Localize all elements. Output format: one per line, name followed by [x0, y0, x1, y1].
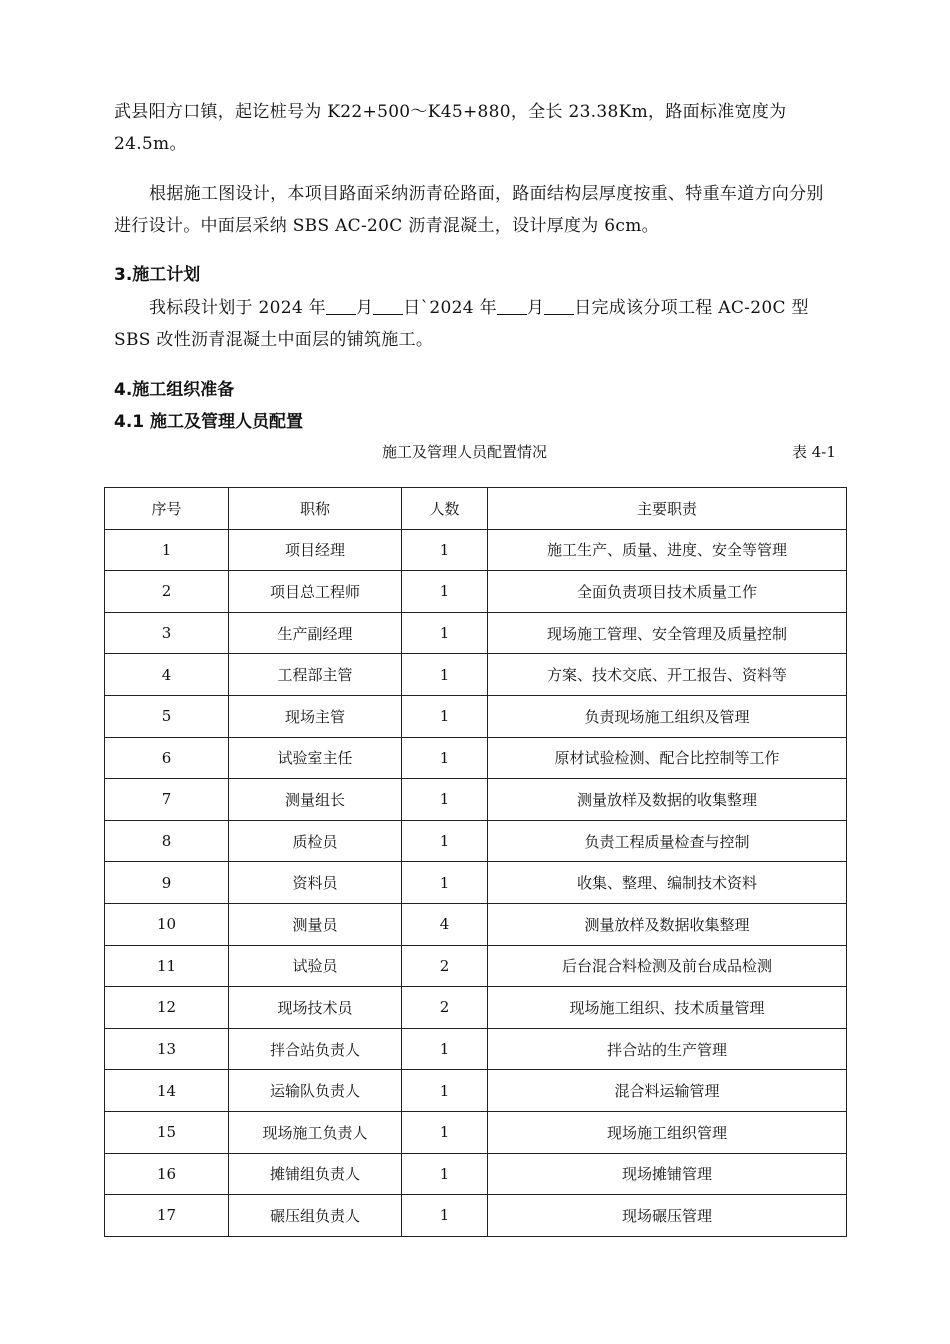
cell-index: 11 — [105, 945, 229, 987]
cell-index: 5 — [105, 695, 229, 737]
table-row — [105, 612, 847, 654]
cell-duty: 混合料运输管理 — [488, 1070, 847, 1112]
plan-text-a: 我标段计划于 2024 年 — [149, 298, 326, 318]
cell-title: 工程部主管 — [229, 654, 402, 696]
blank-day-2 — [544, 297, 574, 315]
cell-count: 1 — [402, 1195, 488, 1237]
cell-title: 项目经理 — [229, 529, 402, 571]
cell-duty: 全面负责项目技术质量工作 — [488, 571, 847, 613]
table-row — [105, 945, 847, 987]
table-row — [105, 1111, 847, 1153]
cell-title: 摊铺组负责人 — [229, 1153, 402, 1195]
table-row — [105, 779, 847, 821]
cell-count: 1 — [402, 695, 488, 737]
cell-index: 7 — [105, 779, 229, 821]
cell-title: 运输队负责人 — [229, 1070, 402, 1112]
cell-duty: 测量放样及数据的收集整理 — [488, 779, 847, 821]
table-row — [105, 1028, 847, 1070]
cell-duty: 后台混合料检测及前台成品检测 — [488, 945, 847, 987]
cell-title: 拌合站负责人 — [229, 1028, 402, 1070]
cell-index: 8 — [105, 820, 229, 862]
cell-title: 测量组长 — [229, 779, 402, 821]
cell-index: 9 — [105, 862, 229, 904]
cell-title: 现场主管 — [229, 695, 402, 737]
cell-index: 2 — [105, 571, 229, 613]
cell-title: 试验室主任 — [229, 737, 402, 779]
cell-count: 1 — [402, 862, 488, 904]
section-heading-3: 3.施工计划 — [114, 265, 201, 285]
cell-count: 1 — [402, 1153, 488, 1195]
cell-count: 1 — [402, 737, 488, 779]
table-row — [105, 654, 847, 696]
cell-count: 1 — [402, 529, 488, 571]
cell-count: 2 — [402, 987, 488, 1029]
cell-index: 6 — [105, 737, 229, 779]
table-row — [105, 820, 847, 862]
section-heading-4: 4.施工组织准备 — [114, 380, 235, 400]
cell-duty: 方案、技术交底、开工报告、资料等 — [488, 654, 847, 696]
header-title: 职称 — [229, 488, 402, 530]
table-caption: 施工及管理人员配置情况 — [382, 443, 548, 461]
cell-index: 14 — [105, 1070, 229, 1112]
plan-text-b: 月 — [355, 298, 374, 318]
cell-duty: 施工生产、质量、进度、安全等管理 — [488, 529, 847, 571]
cell-title: 试验员 — [229, 945, 402, 987]
cell-duty: 收集、整理、编制技术资料 — [488, 862, 847, 904]
cell-duty: 现场施工组织管理 — [488, 1111, 847, 1153]
intro-paragraph: 武县阳方口镇，起讫桩号为 K22+500～K45+880，全长 23.38Km，路面标准宽度为 24.5m。 — [114, 102, 787, 154]
cell-duty: 现场摊铺管理 — [488, 1153, 847, 1195]
cell-title: 现场技术员 — [229, 987, 402, 1029]
cell-count: 1 — [402, 654, 488, 696]
staff-table — [104, 487, 847, 1237]
cell-title: 现场施工负责人 — [229, 1111, 402, 1153]
cell-duty: 原材试验检测、配合比控制等工作 — [488, 737, 847, 779]
table-row — [105, 862, 847, 904]
table-row — [105, 1070, 847, 1112]
table-row — [105, 1153, 847, 1195]
cell-count: 1 — [402, 571, 488, 613]
cell-count: 1 — [402, 820, 488, 862]
cell-index: 3 — [105, 612, 229, 654]
cell-index: 4 — [105, 654, 229, 696]
cell-title: 碾压组负责人 — [229, 1195, 402, 1237]
table-row — [105, 695, 847, 737]
header-duty: 主要职责 — [488, 488, 847, 530]
cell-title: 资料员 — [229, 862, 402, 904]
table-row — [105, 571, 847, 613]
cell-title: 测量员 — [229, 903, 402, 945]
cell-index: 1 — [105, 529, 229, 571]
table-row — [105, 987, 847, 1029]
cell-title: 生产副经理 — [229, 612, 402, 654]
cell-count: 1 — [402, 612, 488, 654]
cell-index: 17 — [105, 1195, 229, 1237]
staff-table-body — [105, 529, 847, 1236]
design-paragraph: 根据施工图设计，本项目路面采纳沥青砼路面，路面结构层厚度按重、特重车道方向分别进行设计。中面层采纳 SBS AC-20C 沥青混凝土，设计厚度为 6cm。 — [114, 184, 824, 236]
table-row — [105, 737, 847, 779]
cell-duty: 负责工程质量检查与控制 — [488, 820, 847, 862]
cell-duty: 测量放样及数据收集整理 — [488, 903, 847, 945]
cell-index: 12 — [105, 987, 229, 1029]
plan-text-e: 日完成该分项工程 AC-20C 型 SBS 改性沥青混凝土中面层的铺筑施工。 — [114, 298, 809, 350]
table-number: 表 4-1 — [792, 443, 836, 461]
cell-title: 质检员 — [229, 820, 402, 862]
header-index: 序号 — [105, 488, 229, 530]
cell-count: 1 — [402, 1111, 488, 1153]
cell-duty: 拌合站的生产管理 — [488, 1028, 847, 1070]
blank-day-1 — [373, 297, 403, 315]
cell-index: 16 — [105, 1153, 229, 1195]
cell-duty: 现场碾压管理 — [488, 1195, 847, 1237]
plan-paragraph — [114, 292, 838, 356]
blank-month-2 — [497, 297, 527, 315]
table-row — [105, 529, 847, 571]
cell-count: 4 — [402, 903, 488, 945]
plan-text-d: 月 — [526, 298, 545, 318]
plan-text-c: 日`2024 年 — [403, 298, 497, 318]
cell-title: 项目总工程师 — [229, 571, 402, 613]
blank-month-1 — [326, 297, 356, 315]
cell-duty: 现场施工组织、技术质量管理 — [488, 987, 847, 1029]
cell-count: 1 — [402, 1028, 488, 1070]
cell-duty: 负责现场施工组织及管理 — [488, 695, 847, 737]
table-row — [105, 1195, 847, 1237]
cell-duty: 现场施工管理、安全管理及质量控制 — [488, 612, 847, 654]
cell-index: 15 — [105, 1111, 229, 1153]
cell-count: 2 — [402, 945, 488, 987]
cell-index: 10 — [105, 903, 229, 945]
cell-count: 1 — [402, 779, 488, 821]
header-count: 人数 — [402, 488, 488, 530]
section-heading-4-1: 4.1 施工及管理人员配置 — [114, 412, 304, 432]
table-row — [105, 903, 847, 945]
table-header-row — [105, 488, 847, 530]
cell-index: 13 — [105, 1028, 229, 1070]
cell-count: 1 — [402, 1070, 488, 1112]
